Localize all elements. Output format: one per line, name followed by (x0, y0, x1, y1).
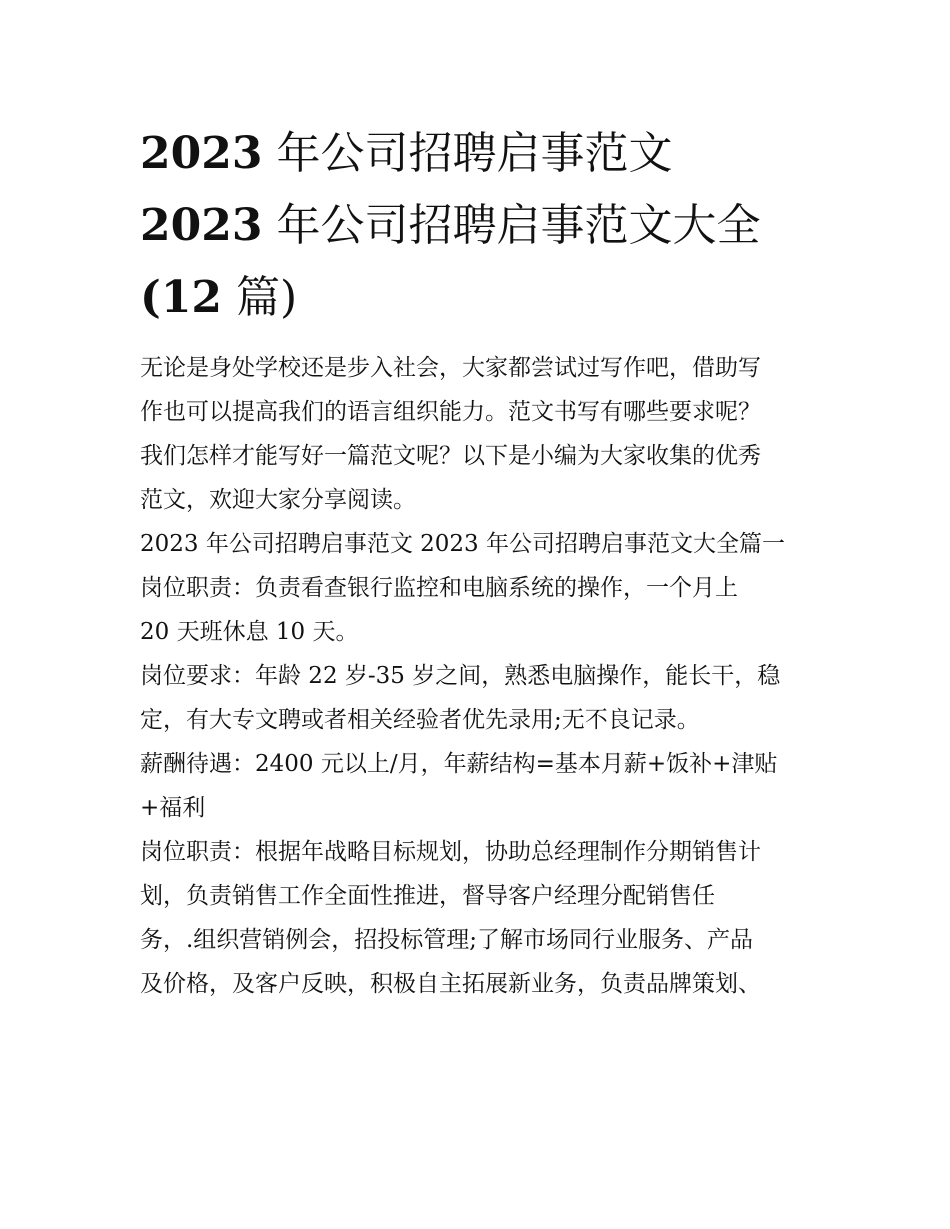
text-line: 岗位职责：负责看查银行监控和电脑系统的操作，一个月上 (140, 575, 738, 601)
title-number: 2023 (140, 128, 263, 179)
title-line-3 (140, 262, 820, 334)
duty-paragraph-2 (140, 830, 820, 1006)
text-line: 定，有大专文聘或者相关经验者优先录用;无不良记录。 (140, 707, 700, 733)
title-line-1 (140, 118, 820, 190)
text-line: 划，负责销售工作全面性推进，督导客户经理分配销售任 (140, 883, 715, 909)
text-line: 作也可以提高我们的语言组织能力。范文书写有哪些要求呢？ (140, 399, 761, 425)
text-line: +福利 (140, 795, 206, 821)
text-line: 我们怎样才能写好一篇范文呢？以下是小编为大家收集的优秀 (140, 443, 761, 469)
document-title (140, 118, 820, 334)
document-page (140, 118, 820, 1006)
text-line: 薪酬待遇：2400 元以上/月，年薪结构=基本月薪+饭补+津贴 (140, 751, 778, 777)
title-line-2 (140, 190, 820, 262)
text-line: 岗位职责：根据年战略目标规划，协助总经理制作分期销售计 (140, 839, 761, 865)
text-line: 岗位要求：年龄 22 岁-35 岁之间，熟悉电脑操作，能长干，稳 (140, 663, 781, 689)
text-line: 20 天班休息 10 天。 (140, 619, 359, 645)
duty-paragraph-1 (140, 566, 820, 654)
title-number: 2023 (140, 200, 263, 251)
requirement-paragraph (140, 654, 820, 742)
text-line: 2023 年公司招聘启事范文 2023 年公司招聘启事范文大全篇一 (140, 531, 785, 557)
text-line: 及价格，及客户反映，积极自主拓展新业务，负责品牌策划、 (140, 971, 761, 997)
text-line: 无论是身处学校还是步入社会，大家都尝试过写作吧，借助写 (140, 355, 761, 381)
section-heading-paragraph (140, 522, 820, 566)
salary-paragraph (140, 742, 820, 830)
title-text: 篇) (236, 272, 298, 323)
title-text: 年公司招聘启事范文大全 (276, 200, 761, 251)
intro-paragraph (140, 346, 820, 522)
text-line: 务，.组织营销例会，招投标管理;了解市场同行业服务、产品 (140, 927, 754, 953)
text-line: 范文，欢迎大家分享阅读。 (140, 487, 416, 513)
title-number: (12 (140, 272, 223, 323)
document-body (140, 346, 820, 1006)
title-text: 年公司招聘启事范文 (276, 128, 673, 179)
